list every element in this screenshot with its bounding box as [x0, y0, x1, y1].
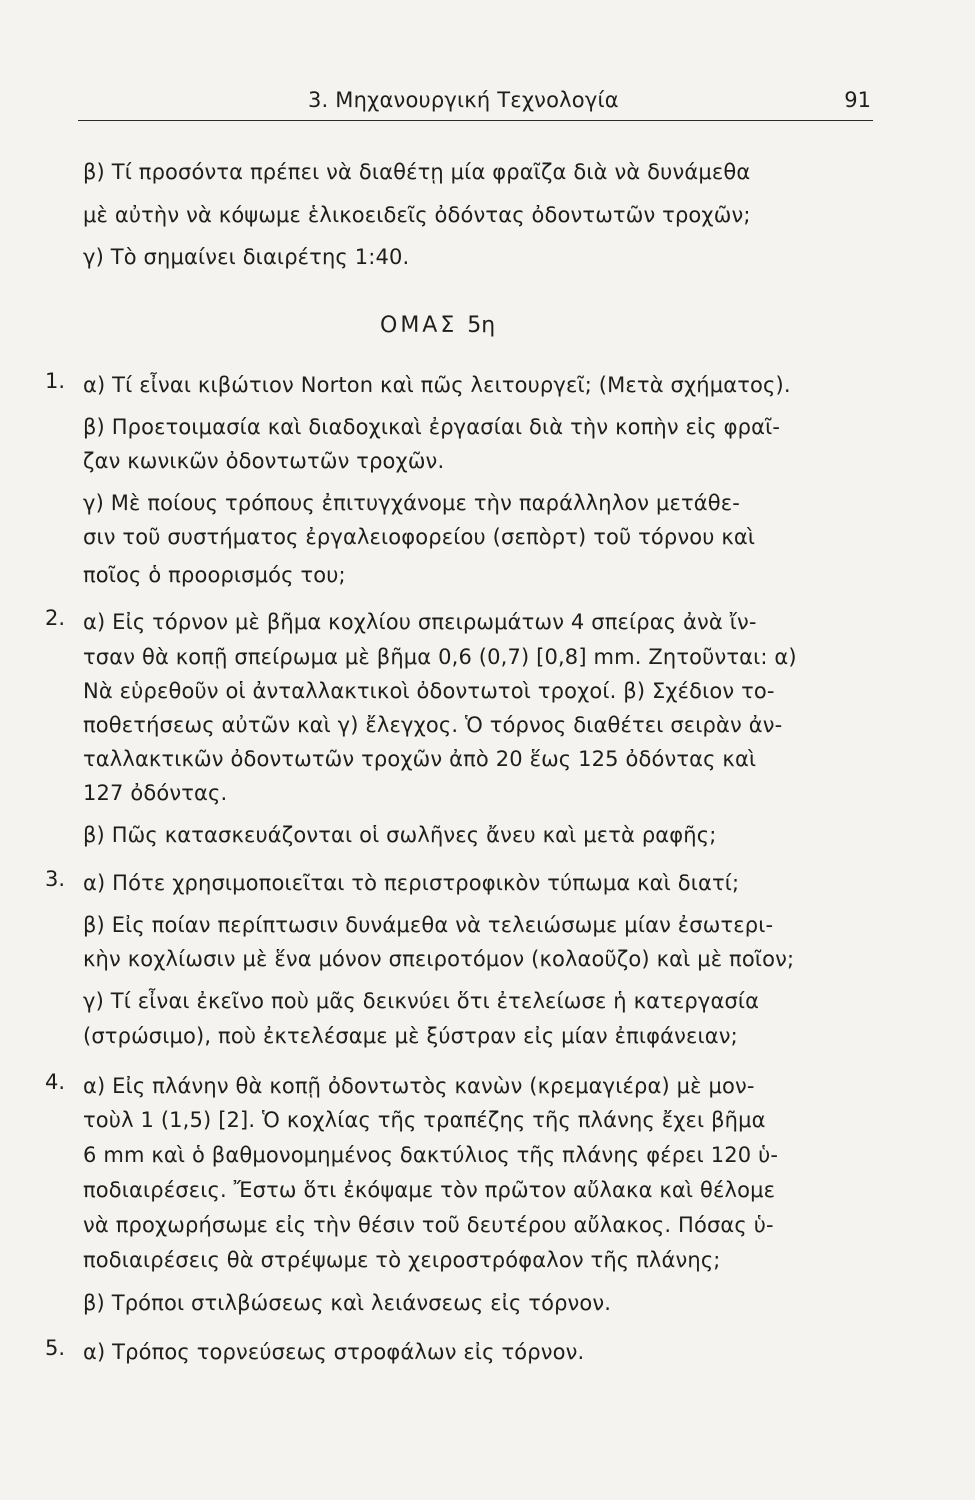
text-line: β) Τρόποι στιλβώσεως καὶ λειάνσεως εἰς τόρνον.: [83, 1291, 612, 1315]
item-number-1: 1.: [45, 369, 66, 393]
text-line: ποῖος ὁ προορισμός του;: [83, 563, 346, 587]
text-line: μὲ αὐτὴν νὰ κόψωμε ἑλικοειδεῖς ὀδόντας ὀδοντωτῶν τροχῶν;: [83, 203, 751, 227]
text-line: σιν τοῦ συστήματος ἐργαλειοφορείου (σεπὸρτ) τοῦ τόρνου καὶ: [83, 525, 756, 549]
text-line: α) Τρόπος τορνεύσεως στροφάλων εἰς τόρνον.: [83, 1340, 585, 1364]
item-number-2: 2.: [45, 606, 66, 630]
text-line: νὰ προχωρήσωμε εἰς τὴν θέσιν τοῦ δευτέρου αὔλακος. Πόσας ὑ-: [83, 1213, 774, 1237]
text-line: (στρώσιμο), ποὺ ἐκτελέσαμε μὲ ξύστραν εἰς μίαν ἐπιφάνειαν;: [83, 1024, 738, 1048]
text-line: τσαν θὰ κοπῇ σπείρωμα μὲ βῆμα 0,6 (0,7) [0,8] mm. Ζητοῦνται: α): [83, 645, 797, 669]
running-header: [78, 86, 873, 121]
text-line: β) Εἰς ποίαν περίπτωσιν δυνάμεθα νὰ τελειώσωμε μίαν ἐσωτερι-: [83, 913, 774, 937]
chapter-title: 3. Μηχανουργική Τεχνολογία: [308, 88, 619, 112]
text-line: α) Εἰς τόρνον μὲ βῆμα κοχλίου σπειρωμάτων 4 σπείρας ἀνὰ ἴν-: [83, 610, 757, 634]
text-line: α) Πότε χρησιμοποιεῖται τὸ περιστροφικὸν τύπωμα καὶ διατί;: [83, 871, 740, 895]
text-line: κὴν κοχλίωσιν μὲ ἕνα μόνον σπειροτόμον (κολαοῦζο) καὶ μὲ ποῖον;: [83, 947, 795, 971]
text-line: α) Εἰς πλάνην θὰ κοπῇ ὀδοντωτὸς κανὼν (κρεμαγιέρα) μὲ μον-: [83, 1074, 755, 1098]
text-line: γ) Μὲ ποίους τρόπους ἐπιτυγχάνομε τὴν παράλληλον μετάθε-: [83, 491, 741, 515]
text-line: γ) Τί εἶναι ἐκεῖνο ποὺ μᾶς δεικνύει ὅτι ἐτελείωσε ἡ κατεργασία: [83, 989, 760, 1013]
text-line: ποδιαιρέσεις θὰ στρέψωμε τὸ χειροστρόφαλον τῆς πλάνης;: [83, 1248, 721, 1272]
text-line: β) Πῶς κατασκευάζονται οἱ σωλῆνες ἄνευ καὶ μετὰ ραφῆς;: [83, 823, 717, 847]
text-line: γ) Τὸ σημαίνει διαιρέτης 1:40.: [83, 245, 410, 269]
text-line: τοὺλ 1 (1,5) [2]. Ὁ κοχλίας τῆς τραπέζης τῆς πλάνης ἔχει βῆμα: [83, 1108, 766, 1132]
text-line: 127 ὀδόντας.: [83, 781, 228, 805]
text-line: β) Τί προσόντα πρέπει νὰ διαθέτῃ μία φραῖζα διὰ νὰ δυνάμεθα: [83, 160, 751, 184]
item-number-4: 4.: [45, 1070, 66, 1094]
text-line: α) Τί εἶναι κιβώτιον Norton καὶ πῶς λειτουργεῖ; (Μετὰ σχήματος).: [83, 373, 791, 397]
page-number: 91: [844, 88, 871, 112]
text-line: 6 mm καὶ ὁ βαθμονομημένος δακτύλιος τῆς πλάνης φέρει 120 ὑ-: [83, 1143, 779, 1167]
item-number-3: 3.: [45, 867, 66, 891]
section-heading: [380, 313, 495, 338]
text-line: Νὰ εὑρεθοῦν οἱ ἀνταλλακτικοὶ ὀδοντωτοὶ τροχοί. β) Σχέδιον το-: [83, 679, 775, 703]
text-line: ζαν κωνικῶν ὀδοντωτῶν τροχῶν.: [83, 449, 445, 473]
text-line: ποθετήσεως αὐτῶν καὶ γ) ἔλεγχος. Ὁ τόρνος διαθέτει σειρὰν ἀν-: [83, 713, 783, 737]
text-line: β) Προετοιμασία καὶ διαδοχικαὶ ἐργασίαι διὰ τὴν κοπὴν εἰς φραῖ-: [83, 415, 781, 439]
section-heading-label: ΟΜΑΣ: [380, 313, 458, 338]
text-line: ποδιαιρέσεις. Ἔστω ὅτι ἐκόψαμε τὸν πρῶτον αὔλακα καὶ θέλομε: [83, 1178, 776, 1202]
text-line: ταλλακτικῶν ὀδοντωτῶν τροχῶν ἀπὸ 20 ἕως 125 ὀδόντας καὶ: [83, 747, 757, 771]
section-heading-number: 5η: [467, 313, 496, 338]
item-number-5: 5.: [45, 1336, 66, 1360]
